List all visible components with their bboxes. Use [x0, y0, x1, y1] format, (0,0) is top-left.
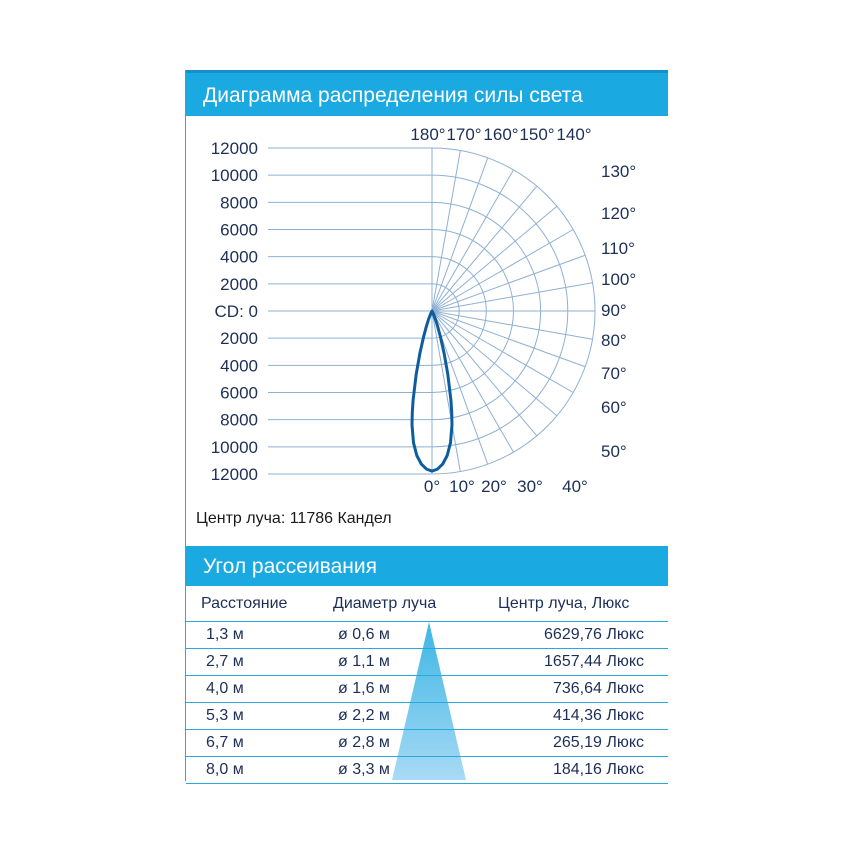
- angle-label-top: 140°: [556, 125, 592, 144]
- cell-lux: 184,16 Люкс: [498, 757, 668, 784]
- y-tick-label: 10000: [210, 166, 258, 186]
- cell-distance: 8,0 м: [186, 757, 330, 784]
- angle-label-bottom: 30°: [517, 477, 543, 496]
- angle-label-top: 160°: [483, 125, 519, 144]
- y-tick-label: 8000: [220, 193, 258, 213]
- header-distance: Расстояние: [186, 586, 330, 622]
- y-tick-label: 2000: [220, 274, 258, 294]
- cell-distance: 4,0 м: [186, 676, 330, 703]
- photometric-panel: [185, 70, 668, 781]
- beam-angle-header: Угол рассеивания: [186, 546, 668, 586]
- angle-label-right: 130°: [601, 162, 637, 181]
- cell-distance: 6,7 м: [186, 730, 330, 757]
- angle-label-right: 110°: [601, 239, 635, 258]
- table-row: [186, 622, 668, 649]
- cell-lux: 736,64 Люкс: [498, 676, 668, 703]
- angle-label-right: 80°: [601, 331, 627, 350]
- polar-chart: [186, 70, 668, 510]
- beam-center-text: Центр луча: 11786 Кандел: [196, 510, 392, 527]
- angle-label-bottom: 10°: [449, 477, 475, 496]
- angle-label-right: 90°: [601, 301, 627, 320]
- angle-label-top: 180°: [410, 125, 446, 144]
- cell-diameter: ø 3,3 м: [330, 757, 498, 784]
- header-diameter: Диаметр луча: [330, 586, 498, 622]
- table-header-row: [186, 586, 668, 622]
- cell-diameter: ø 2,8 м: [330, 730, 498, 757]
- angle-label-right: 100°: [601, 270, 637, 289]
- angle-label-right: 50°: [601, 442, 627, 461]
- cell-lux: 414,36 Люкс: [498, 703, 668, 730]
- y-tick-label: 4000: [220, 356, 258, 376]
- y-tick-label: 12000: [210, 139, 258, 158]
- cell-diameter: ø 0,6 м: [330, 622, 498, 649]
- header-center-lux: Центр луча, Люкс: [498, 586, 668, 622]
- table-row: [186, 649, 668, 676]
- y-tick-label: 12000: [210, 465, 258, 484]
- angle-label-right: 120°: [601, 204, 637, 223]
- y-tick-label: 6000: [220, 220, 258, 240]
- y-tick-label: 4000: [220, 247, 258, 267]
- cell-diameter: ø 2,2 м: [330, 703, 498, 730]
- table-row: [186, 757, 668, 784]
- cell-distance: 1,3 м: [186, 622, 330, 649]
- cell-lux: 1657,44 Люкс: [498, 649, 668, 676]
- angle-label-bottom: 0°: [423, 477, 441, 496]
- y-tick-label: 2000: [220, 329, 258, 349]
- table-row: [186, 703, 668, 730]
- cell-distance: 5,3 м: [186, 703, 330, 730]
- angle-label-top: 150°: [519, 125, 555, 144]
- y-tick-label: 10000: [210, 437, 258, 457]
- cell-diameter: ø 1,6 м: [330, 676, 498, 703]
- cell-diameter: ø 1,1 м: [330, 649, 498, 676]
- distribution-header: Диаграмма распределения силы света: [186, 70, 668, 116]
- table-row: [186, 676, 668, 703]
- beam-table: [186, 586, 668, 784]
- angle-label-right: 70°: [601, 364, 627, 383]
- y-tick-label: 6000: [220, 383, 258, 403]
- cell-lux: 265,19 Люкс: [498, 730, 668, 757]
- angle-label-top: 170°: [446, 125, 482, 144]
- y-tick-label: CD: 0: [214, 302, 258, 321]
- angle-label-right: 60°: [601, 398, 627, 417]
- angle-label-bottom: 20°: [481, 477, 507, 496]
- y-tick-label: 8000: [220, 410, 258, 430]
- cell-lux: 6629,76 Люкс: [498, 622, 668, 649]
- table-row: [186, 730, 668, 757]
- angle-label-bottom: 40°: [562, 477, 588, 496]
- cell-distance: 2,7 м: [186, 649, 330, 676]
